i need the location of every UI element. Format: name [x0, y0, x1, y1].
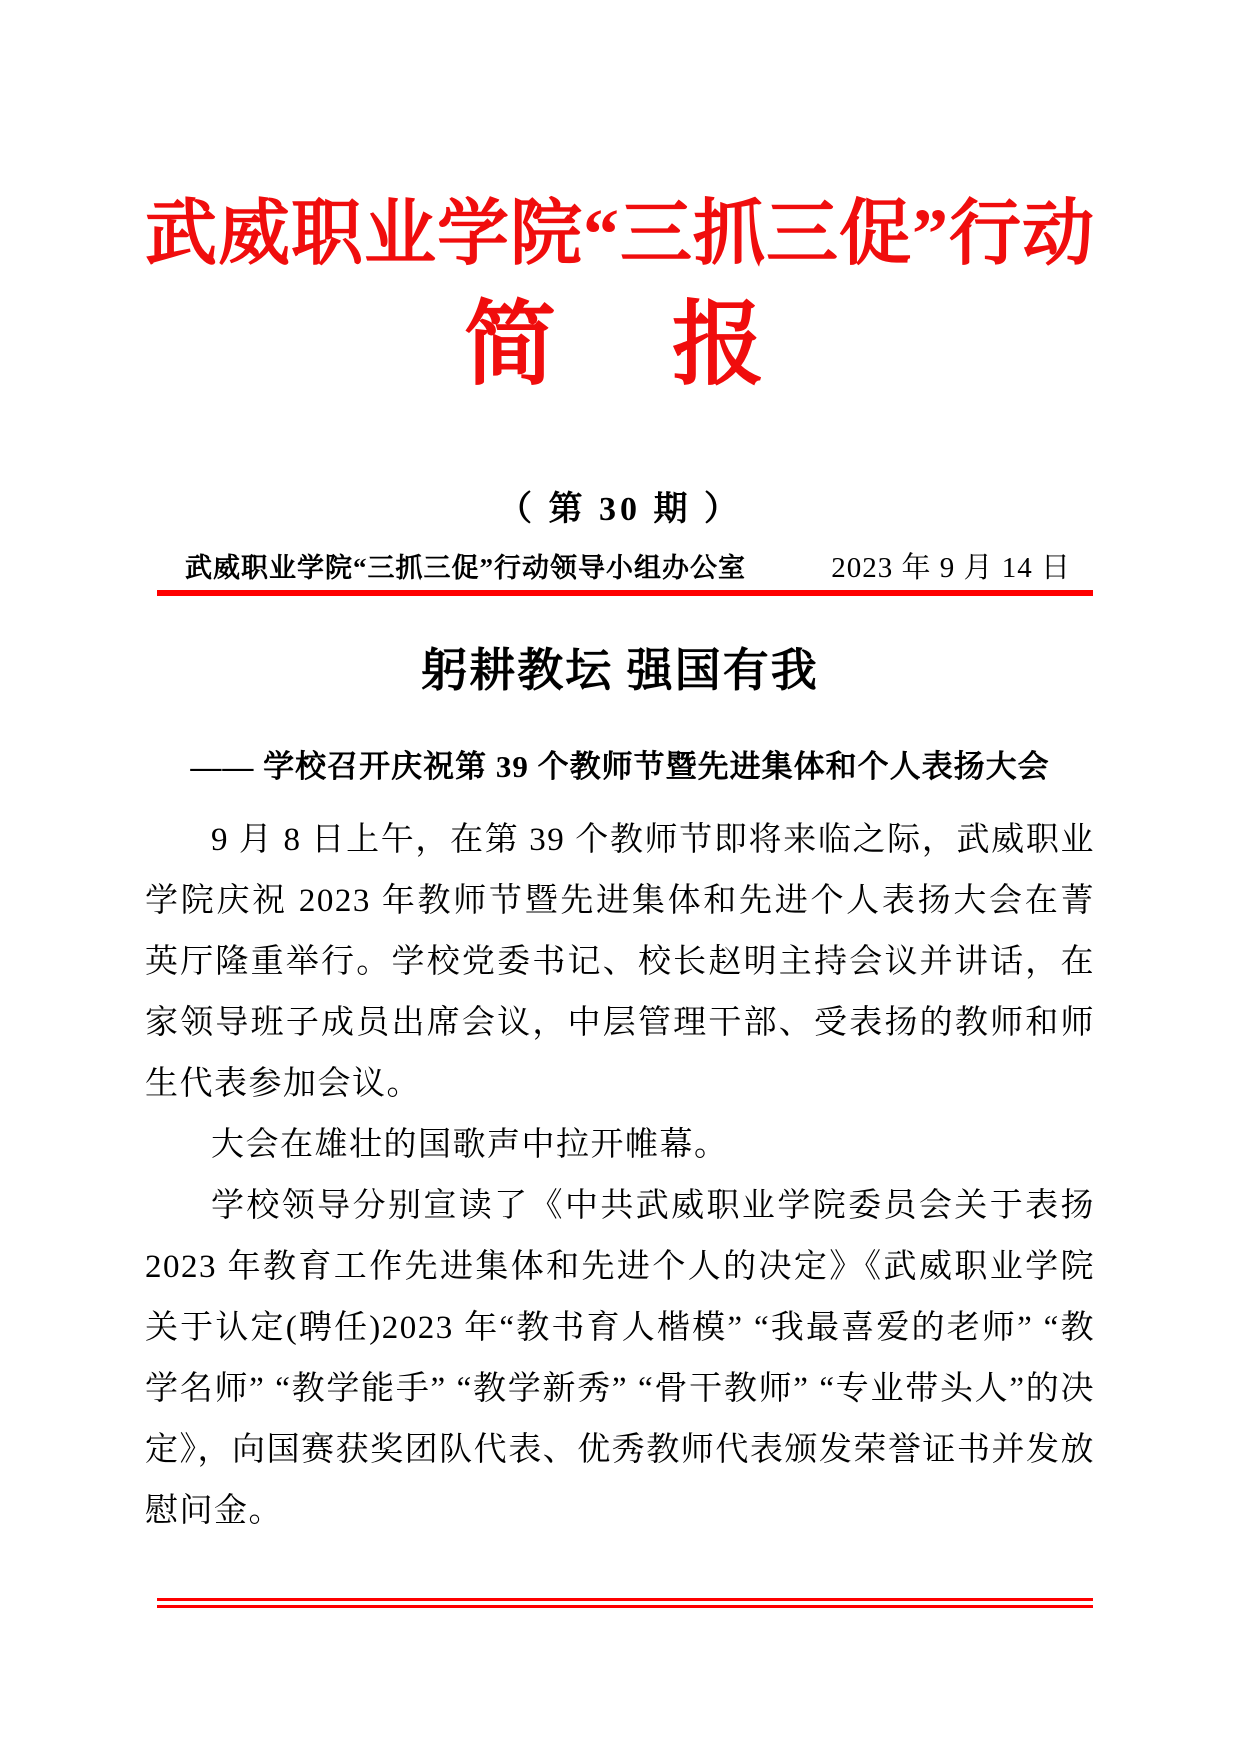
page-footer — [145, 1598, 1095, 1608]
paragraph-2: 大会在雄壮的国歌声中拉开帷幕。 — [211, 1127, 729, 1163]
issue-number: （ 第 30 期 ） — [498, 491, 742, 528]
article — [145, 642, 1095, 1542]
footer-rule — [157, 1598, 1093, 1608]
article-subtitle: —— 学校召开庆祝第 39 个教师节暨先进集体和个人表扬大会 — [190, 749, 1050, 784]
masthead-rule — [157, 590, 1093, 596]
paragraph-3: 学校领导分别宣读了《中共武威职业学院委员会关于表扬 2023 年教育工作先进集体和先进个人的决定》《武威职业学院关于认定(聘任)2023 年“教书育人楷模” “我最喜爱的老师” “教学名师” “教学能手” “教学新秀” “骨干教师” “专业带头人”的决定》，向国赛获奖团队代表、优秀教师代表颁发荣誉证书并发放慰问金。 — [145, 1188, 1095, 1529]
masthead-title-line1: 武威职业学院“三抓三促”行动 — [145, 194, 1096, 274]
article-title: 躬耕教坛 强国有我 — [421, 645, 819, 696]
masthead — [145, 186, 1095, 596]
issuing-office: 武威职业学院“三抓三促”行动领导小组办公室 — [185, 553, 746, 583]
masthead-title-line2: 简 报 — [463, 294, 776, 396]
issue-date: 2023 年 9 月 14 日 — [831, 552, 1071, 584]
meta-row — [145, 548, 1095, 588]
article-body — [145, 810, 1095, 1542]
paragraph-1: 9 月 8 日上午，在第 39 个教师节即将来临之际，武威职业学院庆祝 2023 年教师节暨先进集体和先进个人表扬大会在菁英厅隆重举行。学校党委书记、校长赵明主持会议并讲话，在家领导班子成员出席会议，中层管理干部、受表扬的教师和师生代表参加会议。 — [145, 822, 1095, 1102]
